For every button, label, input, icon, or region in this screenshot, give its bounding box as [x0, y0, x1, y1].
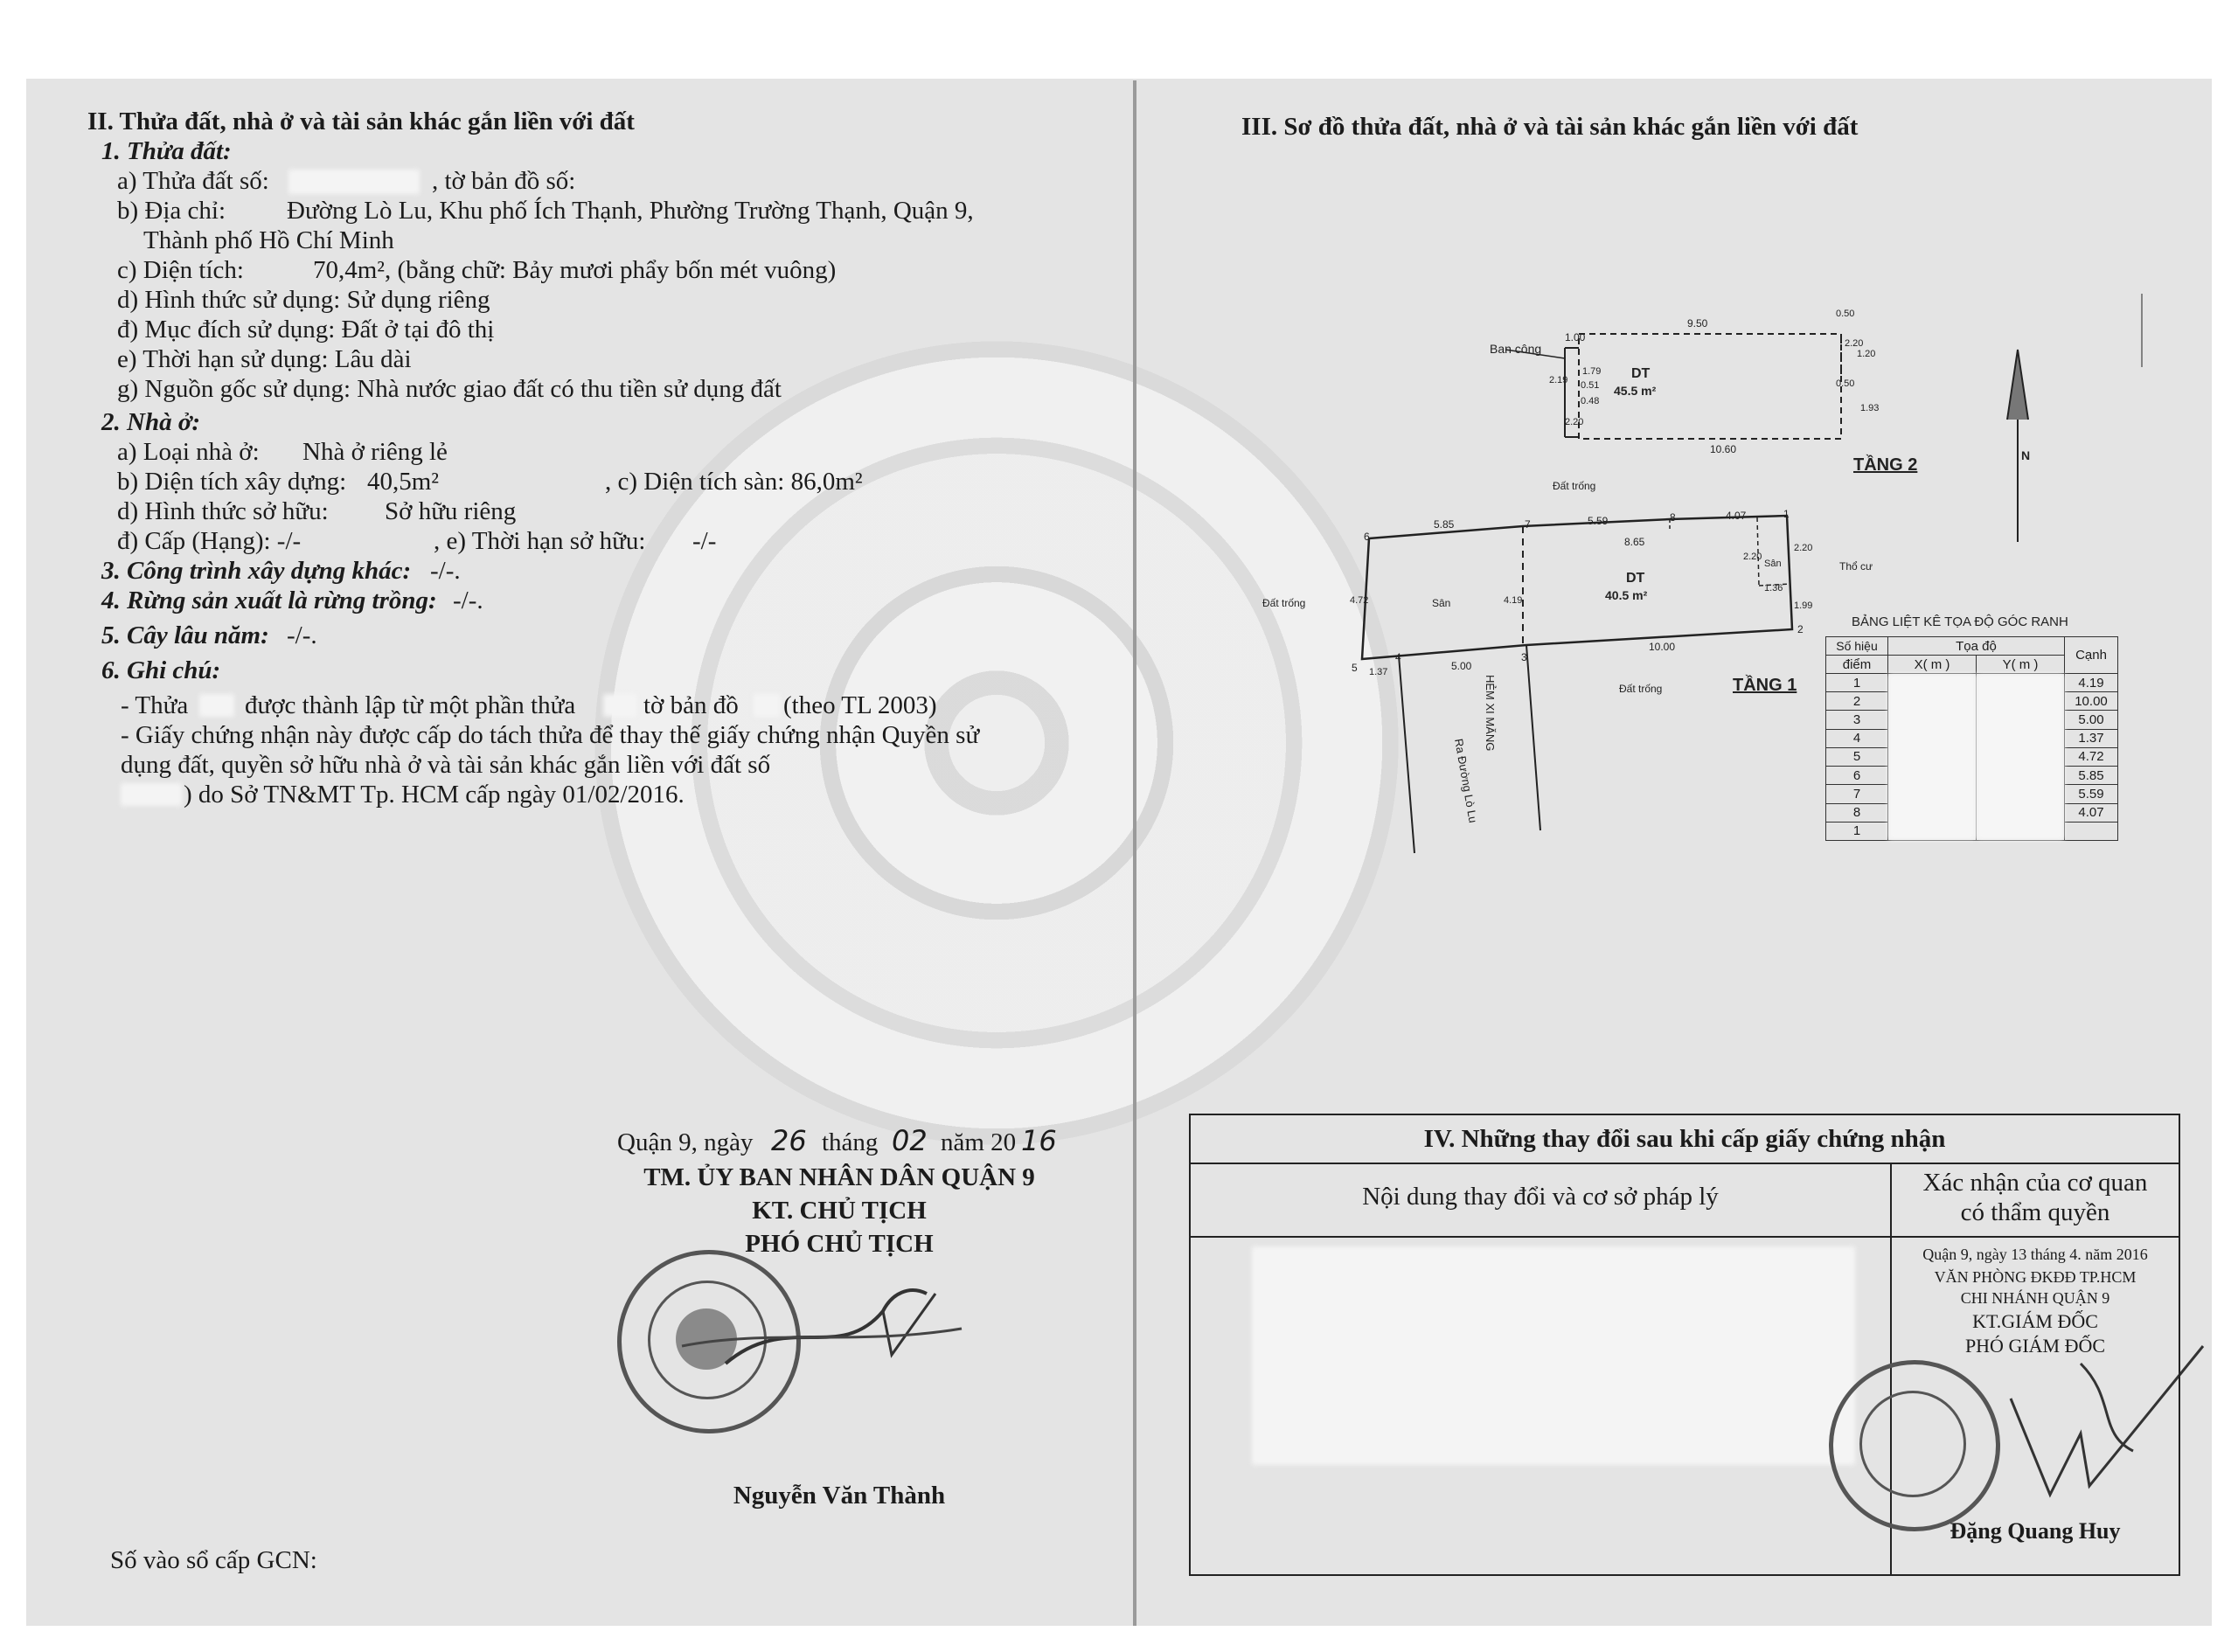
org-line1: TM. ỦY BAN NHÂN DÂN QUẬN 9	[643, 1163, 1035, 1191]
s1-title: 1. Thửa đất:	[101, 137, 232, 165]
iv-org1: VĂN PHÒNG ĐKĐĐ TP.HCM	[1934, 1268, 2137, 1286]
s2-b-label: b) Diện tích xây dựng:	[117, 468, 347, 496]
s1-b-value2: Thành phố Hồ Chí Minh	[143, 226, 394, 254]
pt-4: 4	[1395, 651, 1401, 663]
th-edge: Cạnh	[2065, 637, 2118, 674]
s1-c-value: 70,4m², (bằng chữ: Bảy mươi phẩy bốn mét vuông)	[313, 256, 837, 284]
pt-3: 3	[1521, 651, 1527, 663]
table-row: 6 5.85	[1826, 767, 2118, 785]
s4-value: -/-.	[453, 587, 483, 614]
s2-b-value: 40,5m²	[367, 468, 440, 496]
pt-2: 2	[1797, 623, 1804, 635]
f2-dim-8: 2.19	[1549, 375, 1568, 385]
s6-line4: ) do Sở TN&MT Tp. HCM cấp ngày 01/02/2016.	[184, 781, 685, 809]
f1-dim-6: 1.36	[1764, 583, 1783, 593]
hem-label: HẺM XI MĂNG	[1484, 675, 1497, 752]
floor1-area-label: DT	[1626, 571, 1645, 586]
redacted-change-content	[1252, 1246, 1855, 1465]
pt-1: 1	[1783, 508, 1790, 520]
table-row: 8 4.07	[1826, 803, 2118, 822]
s2-title: 2. Nhà ở:	[101, 408, 201, 436]
table-row: 1	[1826, 822, 2118, 840]
s2-d-value: Sở hữu riêng	[385, 497, 517, 525]
s1-b-value: Đường Lò Lu, Khu phố Ích Thạnh, Phường Trường Thạnh, Quận 9,	[287, 197, 974, 225]
f2-dim-7: 1.93	[1860, 403, 1880, 413]
s6-line2: - Giấy chứng nhận này được cấp do tách thửa để thay thế giấy chứng nhận Quyền sử	[121, 721, 980, 749]
s1-a-map: , tờ bản đồ số:	[432, 167, 576, 195]
north-label: N	[2021, 448, 2031, 462]
table-row: 4 1.37	[1826, 729, 2118, 747]
f2-dim-1: 1.00	[1565, 331, 1586, 344]
s6-line1d: (theo TL 2003)	[783, 691, 937, 719]
th-y: Y( m )	[1977, 656, 2065, 674]
table-row: 2 10.00	[1826, 692, 2118, 711]
th-point: Số hiệu	[1826, 637, 1888, 656]
s1-e: e) Thời hạn sử dụng: Lâu dài	[117, 345, 412, 373]
date-month-label: tháng	[822, 1128, 879, 1156]
s1-c-label: c) Diện tích:	[117, 256, 244, 284]
f1-dim-7: 1.99	[1794, 600, 1813, 611]
floor2-outline	[1565, 334, 1841, 439]
s1-dd: đ) Mục đích sử dụng: Đất ở tại đô thị	[117, 316, 495, 344]
iv-date: Quận 9, ngày 13 tháng 4. năm 2016	[1922, 1246, 2148, 1263]
san-left: Sân	[1432, 597, 1451, 609]
s3-value: -/-.	[430, 557, 461, 585]
f1-dim-8: 4.72	[1350, 595, 1369, 606]
f2-dim-0: 9.50	[1687, 317, 1708, 330]
f1-dim-1: 5.59	[1588, 515, 1609, 527]
floor1-outline	[1362, 516, 1792, 853]
pt-8: 8	[1670, 511, 1676, 524]
f2-dim-2: 0.50	[1836, 309, 1855, 319]
s2-dd: đ) Cấp (Hạng): -/-	[117, 527, 302, 555]
s2-e-value: -/-	[692, 527, 717, 555]
s2-a-label: a) Loại nhà ở:	[117, 438, 260, 466]
s5-label: 5. Cây lâu năm:	[101, 621, 269, 649]
s5-value: -/-.	[287, 621, 317, 649]
f2-dim-3: 2.20	[1845, 338, 1864, 349]
iv-org2: CHI NHÁNH QUẬN 9	[1960, 1289, 2110, 1307]
s6-line1a: - Thửa	[121, 691, 189, 719]
register-label: Số vào sổ cấp GCN:	[110, 1546, 317, 1574]
s1-b-label: b) Địa chỉ:	[117, 197, 226, 225]
org-line3: PHÓ CHỦ TỊCH	[745, 1230, 934, 1258]
tho-cu-label: Thổ cư	[1839, 560, 1873, 573]
th-point2: điểm	[1826, 656, 1888, 674]
iv-col1-header: Nội dung thay đổi và cơ sở pháp lý	[1362, 1183, 1719, 1211]
f1-dim-2: 8.65	[1624, 536, 1645, 548]
table-title: BẢNG LIỆT KÊ TỌA ĐỘ GÓC RANH	[1852, 614, 2068, 629]
section-iv-title: IV. Những thay đổi sau khi cấp giấy chứng nhận	[1423, 1125, 1946, 1153]
f1-dim-11: 1.37	[1369, 667, 1388, 677]
f2-dim-12: 10.60	[1710, 443, 1737, 455]
floor2-area-label: DT	[1631, 366, 1651, 381]
th-x: X( m )	[1888, 656, 1977, 674]
dat-trong-bottom: Đất trống	[1619, 683, 1663, 695]
pt-7: 7	[1525, 518, 1531, 531]
s2-e: , e) Thời hạn sở hữu:	[434, 527, 646, 555]
s2-a-value: Nhà ở riêng lẻ	[302, 438, 448, 466]
pt-5: 5	[1352, 662, 1358, 674]
floor2-area: 45.5 m²	[1614, 384, 1657, 398]
coordinate-table	[1825, 636, 2118, 841]
signer-name: Nguyễn Văn Thành	[733, 1482, 946, 1510]
section-iii-title: III. Sơ đồ thửa đất, nhà ở và tài sản khác gắn liền với đất	[1241, 113, 1859, 141]
s6-line3: dụng đất, quyền sở hữu nhà ở và tài sản khác gắn liền với đất số	[121, 751, 771, 779]
f1-dim-0: 5.85	[1434, 518, 1455, 531]
floor2-label: TẦNG 2	[1853, 455, 1918, 475]
dat-trong-top: Đất trống	[1553, 480, 1596, 492]
dat-trong-left: Đất trống	[1262, 597, 1306, 609]
s6-line1b: được thành lập từ một phần thửa	[245, 691, 576, 719]
f2-dim-11: 2.20	[1565, 417, 1584, 427]
floor1-points	[1352, 508, 1804, 674]
f2-dim-6: 1.20	[1857, 349, 1876, 359]
org-line2: KT. CHỦ TỊCH	[752, 1197, 927, 1225]
official-seal-right	[1829, 1360, 2000, 1531]
date-year: 16	[1021, 1124, 1057, 1157]
changes-table	[1189, 1114, 2180, 1576]
s2-c: , c) Diện tích sàn: 86,0m²	[605, 468, 863, 496]
f1-dim-3: 4.07	[1726, 510, 1747, 522]
f1-dim-10: 10.00	[1649, 641, 1676, 653]
f2-dim-9: 0.51	[1581, 380, 1600, 391]
s1-d: d) Hình thức sử dụng: Sử dụng riêng	[117, 286, 490, 314]
ra-duong-label: Ra Đường Lò Lu	[1452, 737, 1480, 824]
floor1-label: TẦNG 1	[1733, 676, 1797, 695]
f2-dim-10: 0.48	[1581, 396, 1600, 406]
iv-org3: KT.GIÁM ĐỐC	[1972, 1310, 2098, 1332]
s2-d-label: d) Hình thức sở hữu:	[117, 497, 329, 525]
f1-dim-5: 2.20	[1743, 552, 1762, 562]
f1-dim-4: 2.20	[1794, 543, 1813, 553]
section-ii-title: II. Thửa đất, nhà ở và tài sản khác gắn liền với đất	[87, 108, 635, 135]
iv-col2-header-b: có thẩm quyền	[1960, 1198, 2110, 1226]
date-month: 02	[892, 1124, 928, 1157]
f1-dim-9: 4.19	[1504, 595, 1523, 606]
f2-dim-5: 1.79	[1582, 366, 1602, 377]
ban-cong-label: Ban công	[1490, 342, 1542, 356]
floor1-area: 40.5 m²	[1605, 588, 1648, 602]
th-coord: Tọa độ	[1888, 637, 2065, 656]
date-prefix: Quận 9, ngày	[617, 1128, 754, 1156]
f2-dim-4: 0.50	[1836, 378, 1855, 389]
s4-label: 4. Rừng sản xuất là rừng trồng:	[101, 587, 437, 614]
table-row: 5 4.72	[1826, 747, 2118, 766]
table-row: 1 4.19	[1826, 674, 2118, 692]
iv-signer: Đặng Quang Huy	[1950, 1518, 2121, 1544]
iv-col2-header-a: Xác nhận của cơ quan	[1922, 1169, 2148, 1197]
date-year-label: năm 20	[941, 1128, 1017, 1156]
table-row: 7 5.59	[1826, 785, 2118, 803]
f1-dim-12: 5.00	[1451, 660, 1472, 672]
north-arrow-icon	[2007, 294, 2142, 542]
s6-line1c: tờ bản đồ	[643, 691, 739, 719]
table-row: 3 5.00	[1826, 711, 2118, 729]
iv-org4: PHÓ GIÁM ĐỐC	[1964, 1335, 2106, 1357]
pt-6: 6	[1364, 531, 1370, 543]
s6-title: 6. Ghi chú:	[101, 656, 221, 684]
s1-g: g) Nguồn gốc sử dụng: Nhà nước giao đất có thu tiền sử dụng đất	[117, 375, 782, 403]
s1-a-label: a) Thửa đất số:	[117, 167, 269, 195]
date-day: 26	[771, 1124, 807, 1157]
s3-label: 3. Công trình xây dựng khác:	[101, 557, 412, 585]
san-right: Sân	[1764, 559, 1782, 569]
